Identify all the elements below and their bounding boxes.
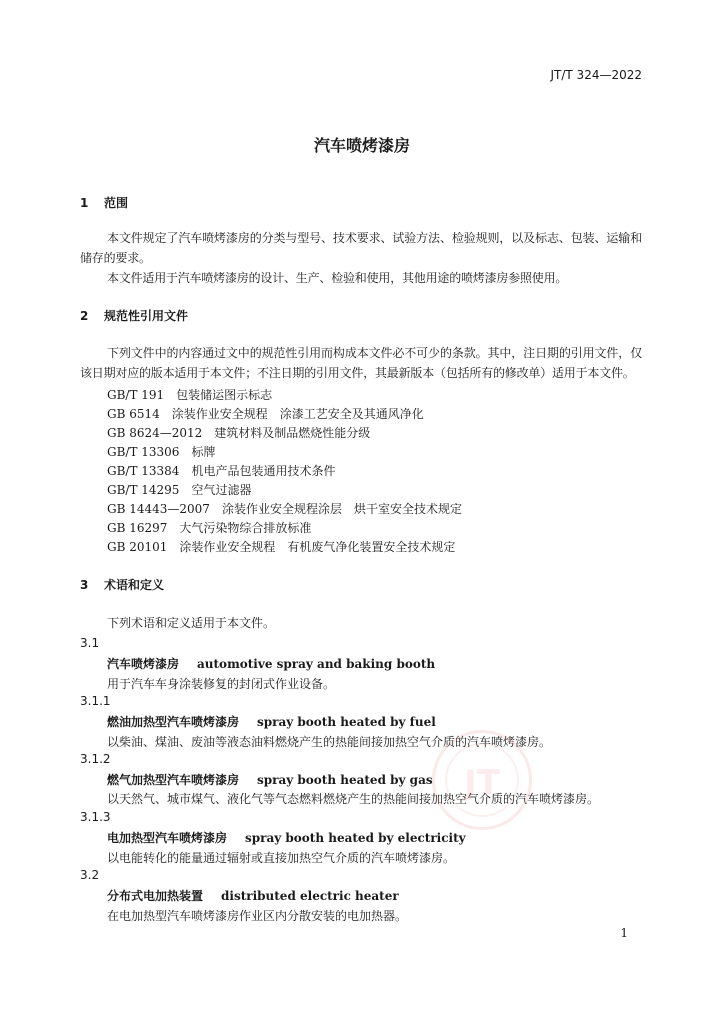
reference-code: GB 16297 [107,521,168,535]
term-english: distributed electric heater [221,889,399,903]
reference-title: 机电产品包装通用技术条件 [191,464,336,478]
reference-code: GB 6514 [107,407,160,421]
reference-item [107,405,424,422]
section-2-heading [80,307,188,324]
reference-item [107,538,455,555]
clause-number: 3.1 [80,636,100,650]
reference-title: 标牌 [191,445,216,459]
reference-code: GB 20101 [107,540,168,554]
reference-item [107,462,335,479]
reference-title: 空气过滤器 [191,483,252,497]
term-english: spray booth heated by electricity [245,831,466,845]
reference-item [107,481,251,498]
section-3-heading [80,576,164,593]
clause-number: 3.1.2 [80,752,111,766]
term-definition: 在电加热型汽车喷烤漆房作业区内分散安装的电加热器。 [107,909,408,923]
reference-title: 涂装作业安全规程涂层 烘干室安全技术规定 [221,502,462,516]
term [107,771,433,788]
reference-item [107,443,215,460]
reference-code: GB/T 14295 [107,483,180,497]
term-chinese: 汽车喷烤漆房 [107,657,180,671]
reference-title: 大气污染物综合排放标准 [179,521,312,535]
term-chinese: 分布式电加热装置 [107,889,204,903]
term-definition: 以柴油、煤油、废油等液态油料燃烧产生的热能间接加热空气介质的汽车喷烤漆房。 [107,735,552,749]
document-title: 汽车喷烤漆房 [313,136,410,155]
section-number: 2 [80,309,89,323]
term-chinese: 燃油加热型汽车喷烤漆房 [107,715,240,729]
standard-number: JT/T 324—2022 [550,68,642,82]
reference-title: 涂装作业安全规程 涂漆工艺安全及其通风净化 [171,407,424,421]
section-title: 范围 [104,196,129,210]
reference-code: GB 8624—2012 [107,426,203,440]
scope-paragraph-2: 本文件适用于汽车喷烤漆房的设计、生产、检验和使用，其他用途的喷烤漆房参照使用。 [107,271,568,285]
term-chinese: 电加热型汽车喷烤漆房 [107,831,228,845]
clause-number: 3.2 [80,868,100,882]
reference-title: 涂装作业安全规程 有机废气净化装置安全技术规定 [179,540,456,554]
term-english: spray booth heated by fuel [257,715,436,729]
term-definition: 以天然气、城市煤气、液化气等气态燃料燃烧产生的热能间接加热空气介质的汽车喷烤漆房。 [107,792,600,806]
term-definition: 以电能转化的能量通过辐射或直接加热空气介质的汽车喷烤漆房。 [107,851,456,865]
reference-title: 包装储运图示标志 [176,388,273,402]
clause-number: 3.1.1 [80,694,111,708]
reference-code: GB/T 13384 [107,464,180,478]
reference-item [107,500,462,517]
watermark-text: JT [464,763,500,803]
reference-code: GB 14443—2007 [107,502,210,516]
term-definition: 用于汽车车身涂装修复的封闭式作业设备。 [107,677,336,691]
section-title: 规范性引用文件 [104,309,189,323]
scope-paragraph-1: 本文件规定了汽车喷烤漆房的分类与型号、技术要求、试验方法、检验规则，以及标志、包装、运输和储存的要求。 [80,231,642,265]
reference-item [107,424,370,441]
term [107,713,436,730]
terms-intro: 下列术语和定义适用于本文件。 [107,616,276,630]
section-number: 1 [80,196,89,210]
section-1-heading [80,194,128,211]
term [107,829,466,846]
term-english: spray booth heated by gas [257,773,433,787]
reference-code: GB/T 13306 [107,445,180,459]
reference-title: 建筑材料及制品燃烧性能分级 [214,426,371,440]
reference-code: GB/T 191 [107,388,165,402]
section-number: 3 [80,578,89,592]
term [107,655,435,672]
normative-references-paragraph: 下列文件中的内容通过文中的规范性引用而构成本文件必不可少的条款。其中，注日期的引用文件，仅该日期对应的版本适用于本文件；不注日期的引用文件，其最新版本（包括所有的修改单）适用于本文件。 [80,346,642,380]
reference-item [107,386,272,403]
term-english: automotive spray and baking booth [197,657,436,671]
section-title: 术语和定义 [104,578,165,592]
page-number: 1 [620,926,628,940]
reference-item [107,519,311,536]
term-chinese: 燃气加热型汽车喷烤漆房 [107,773,240,787]
watermark-seal [432,730,532,830]
term [107,887,399,904]
clause-number: 3.1.3 [80,810,111,824]
